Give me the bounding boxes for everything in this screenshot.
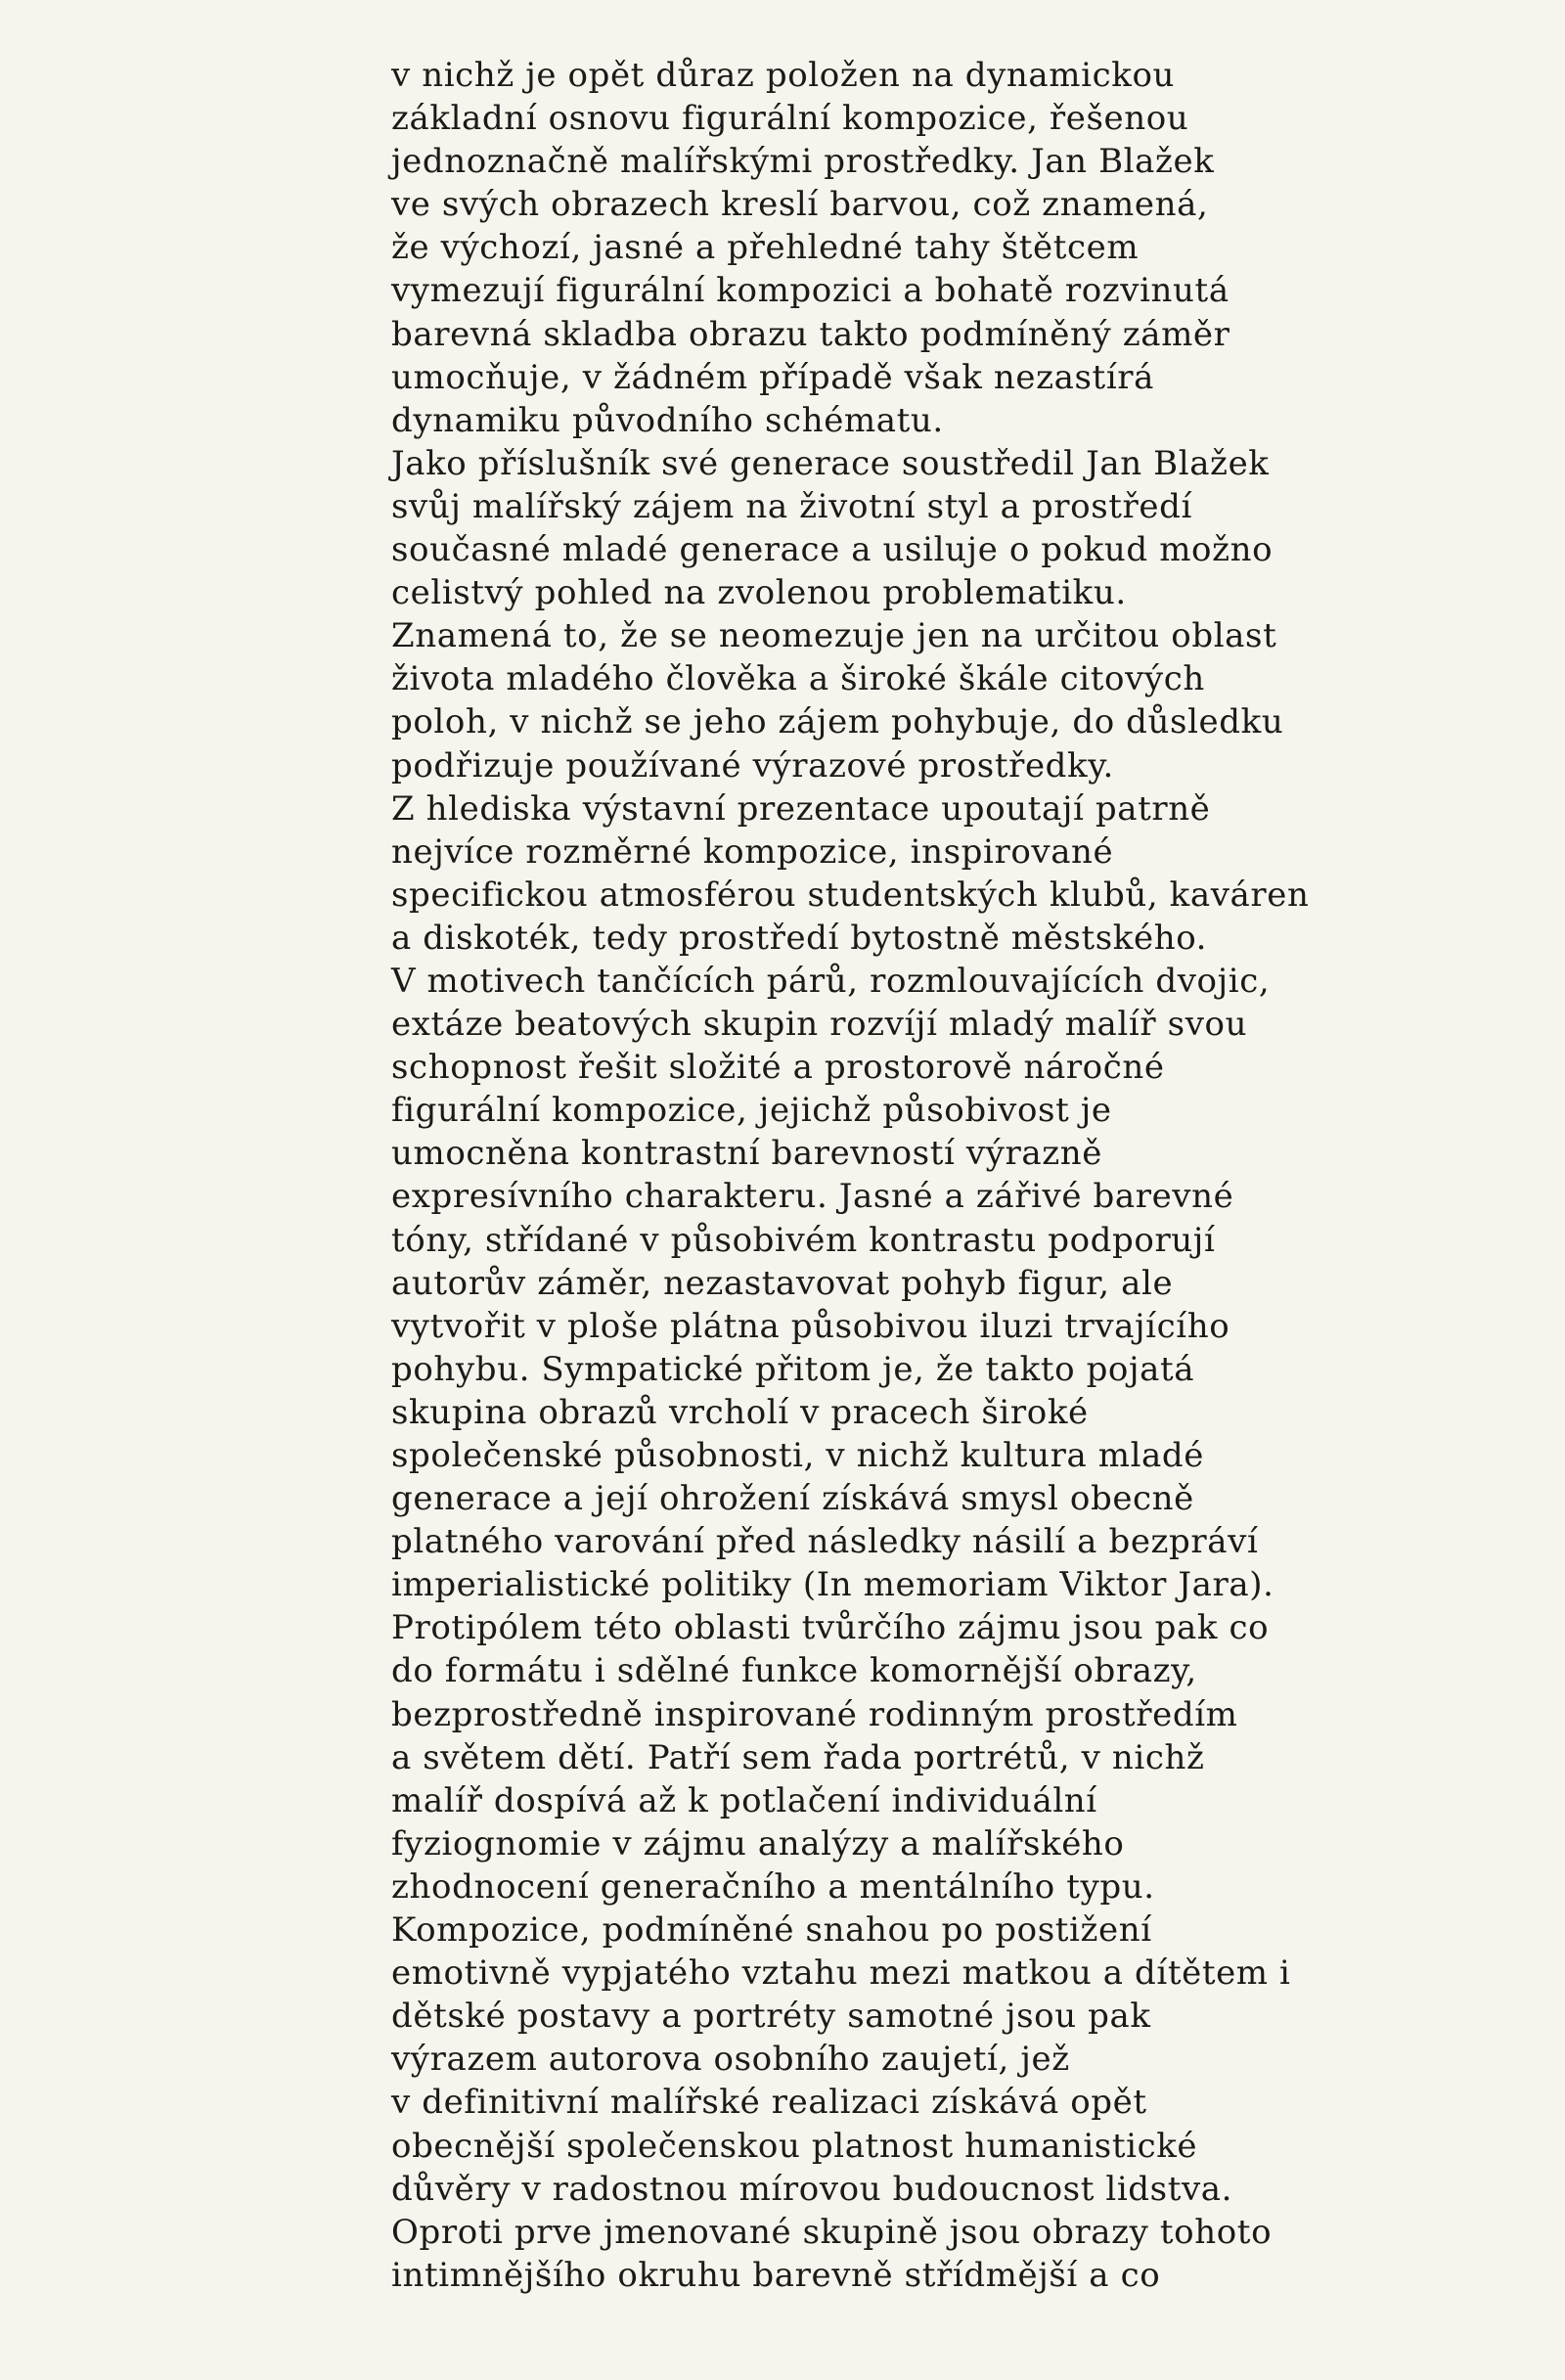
text-line: emotivně vypjatého vztahu mezi matkou a dítětem i — [391, 1953, 1291, 1994]
text-line: imperialistické politiky (In memoriam Viktor Jara). — [391, 1565, 1274, 1605]
text-line: Z hlediska výstavní prezentace upoutají patrně — [391, 788, 1211, 829]
text-line: autorův záměr, nezastavovat pohyb figur, ale — [391, 1263, 1174, 1303]
text-line: extáze beatových skupin rozvíjí mladý malíř svou — [391, 1005, 1248, 1045]
text-line: dětské postavy a portréty samotné jsou pak — [391, 1997, 1151, 2037]
text-line: současné mladé generace a usiluje o pokud možno — [391, 530, 1274, 570]
text-line: v definitivní malířské realizaci získává opět — [391, 2083, 1147, 2123]
text-line: zhodnocení generačního a mentálního typu. — [391, 1866, 1155, 1907]
text-line: umocňuje, v žádném případě však nezastírá — [391, 357, 1155, 397]
text-line: vymezují figurální kompozici a bohatě rozvinutá — [391, 271, 1230, 311]
text-line: bezprostředně inspirované rodinným prostředím — [391, 1694, 1238, 1734]
text-line: svůj malířský zájem na životní styl a prostředí — [391, 486, 1192, 526]
text-line: fyziognomie v zájmu analýzy a malířského — [391, 1823, 1125, 1864]
text-line: do formátu i sdělné funkce komornější obrazy, — [391, 1651, 1197, 1691]
text-line: základní osnovu figurální kompozice, řešenou — [391, 99, 1189, 139]
text-line: poloh, v nichž se jeho zájem pohybuje, do důsledku — [391, 702, 1284, 742]
text-line: pohybu. Sympatické přitom je, že takto pojatá — [391, 1349, 1195, 1389]
text-line: figurální kompozice, jejichž působivost je — [391, 1091, 1112, 1131]
text-line: že výchozí, jasné a přehledné tahy štětcem — [391, 228, 1140, 268]
text-line: vytvořit v ploše plátna působivou iluzi trvajícího — [391, 1306, 1230, 1346]
text-line: celistvý pohled na zvolenou problematiku. — [391, 573, 1127, 613]
text-line: života mladého člověka a široké škále citových — [391, 659, 1205, 699]
text-line: Znamená to, že se neomezuje jen na určitou oblast — [391, 616, 1277, 656]
text-line: expresívního charakteru. Jasné a zářivé barevné — [391, 1177, 1234, 1217]
text-line: Jako příslušník své generace soustředil Jan Blažek — [391, 443, 1270, 483]
text-line: jednoznačně malířskými prostředky. Jan Blažek — [391, 142, 1215, 182]
text-line: tóny, střídané v působivém kontrastu podporují — [391, 1220, 1216, 1260]
text-line: umocněna kontrastní barevností výrazně — [391, 1134, 1102, 1174]
text-line: Kompozice, podmíněné snahou po postižení — [391, 1910, 1152, 1951]
body-text — [391, 54, 1467, 2297]
text-line: Oproti prve jmenované skupině jsou obrazy tohoto — [391, 2212, 1273, 2252]
text-line: generace a její ohrožení získává smysl obecně — [391, 1479, 1194, 1519]
text-line: intimnějšího okruhu barevně střídmější a co — [391, 2255, 1161, 2295]
text-line: dynamiku původního schématu. — [391, 400, 944, 440]
text-line: platného varování před následky násilí a bezpráví — [391, 1522, 1259, 1562]
text-line: nejvíce rozměrné kompozice, inspirované — [391, 831, 1114, 872]
text-line: Protipólem této oblasti tvůrčího zájmu jsou pak co — [391, 1608, 1270, 1648]
text-line: specifickou atmosférou studentských klubů, kaváren — [391, 875, 1310, 915]
text-line: výrazem autorova osobního zaujetí, jež — [391, 2040, 1070, 2080]
text-line: schopnost řešit složité a prostorově náročné — [391, 1048, 1165, 1088]
text-line: podřizuje používané výrazové prostředky. — [391, 745, 1114, 786]
text-line: V motivech tančících párů, rozmlouvajících dvojic, — [391, 961, 1271, 1001]
text-line: malíř dospívá až k potlačení individuální — [391, 1780, 1097, 1820]
text-line: v nichž je opět důraz položen na dynamickou — [391, 56, 1176, 95]
text-line: barevná skladba obrazu takto podmíněný záměr — [391, 314, 1230, 354]
text-line: ve svých obrazech kreslí barvou, což znamená, — [391, 185, 1209, 225]
text-line: skupina obrazů vrcholí v pracech široké — [391, 1392, 1089, 1432]
text-line: a světem dětí. Patří sem řada portrétů, v nichž — [391, 1737, 1205, 1777]
text-line: důvěry v radostnou mírovou budoucnost lidstva. — [391, 2169, 1233, 2209]
text-line: obecnější společenskou platnost humanistické — [391, 2126, 1198, 2166]
text-line: a diskoték, tedy prostředí bytostně městského. — [391, 918, 1208, 958]
text-line: společenské působnosti, v nichž kultura mladé — [391, 1436, 1205, 1475]
